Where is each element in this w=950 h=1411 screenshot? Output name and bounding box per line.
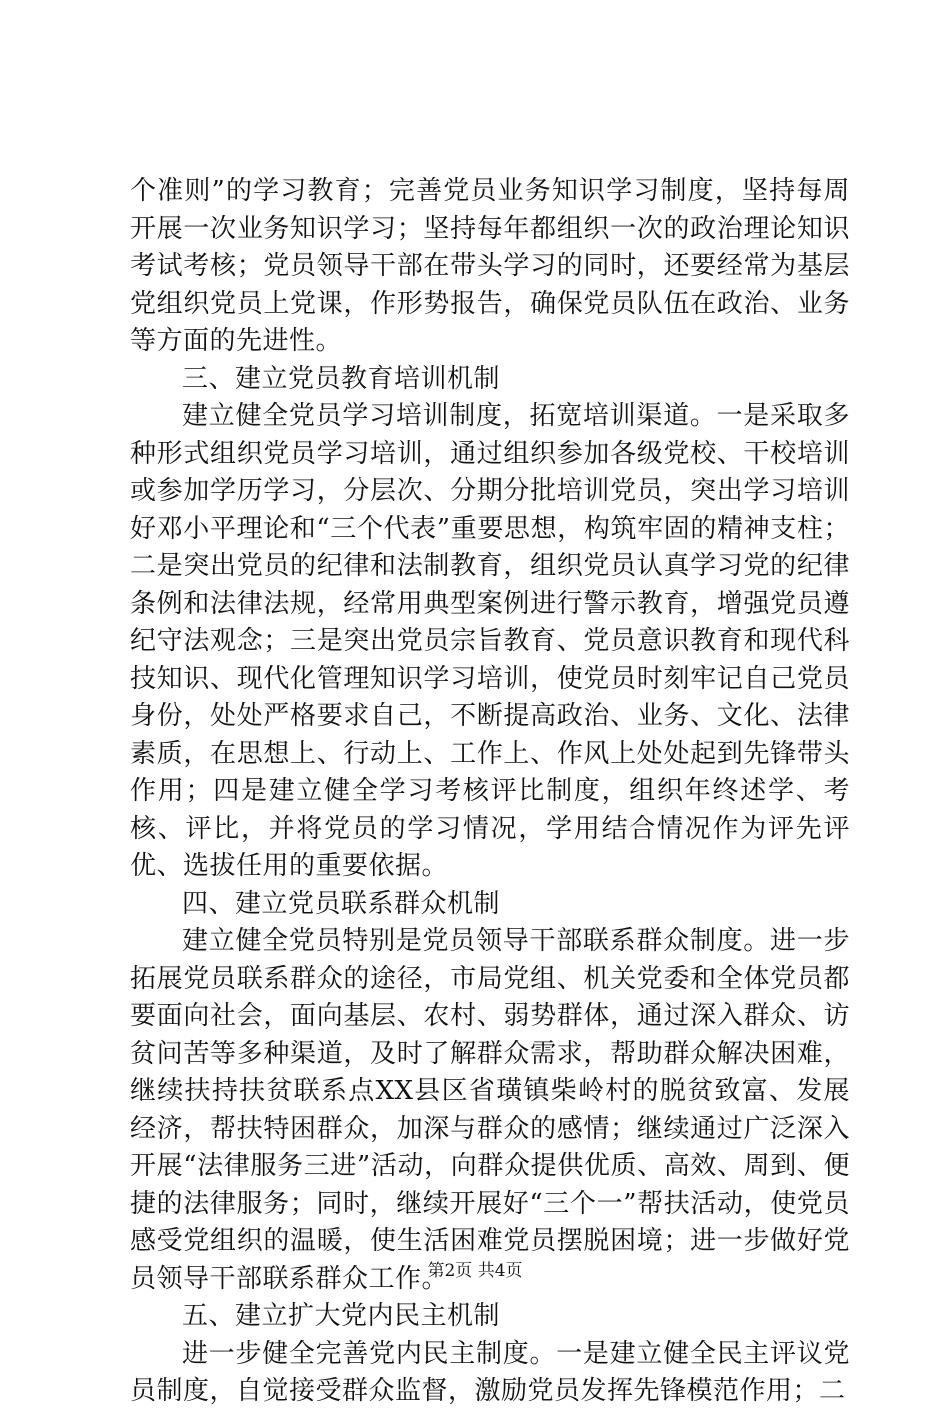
paragraph-intro-continuation: 个准则”的学习教育；完善党员业务知识学习制度，坚持每周开展一次业务知识学习；坚持每年都组织一次的政治理论知识考试考核；党员领导干部在带头学习的同时，还要经常为基层党组织党员上党课，作形势报告，确保党员队伍在政治、业务等方面的先进性。 <box>130 176 850 356</box>
section-heading-5: 五、建立扩大党内民主机制 <box>182 1301 501 1331</box>
paragraph-section-3: 建立健全党员学习培训制度，拓宽培训渠道。一是采取多种形式组织党员学习培训，通过组织参加各级党校、干校培训或参加学历学习，分层次、分期分批培训党员，突出学习培训好邓小平理论和“三个代表”重要思想，构筑牢固的精神支柱；二是突出党员的纪律和法制教育，组织党员认真学习党的纪律条例和法律法规，经常用典型案例进行警示教育，增强党员遵纪守法观念；三是突出党员宗旨教育、党员意识教育和现代科技知识、现代化管理知识学习培训，使党员时刻牢记自己党员身份，处处严格要求自己，不断提高政治、业务、文化、法律素质，在思想上、行动上、工作上、作风上处处起到先锋带头作用；四是建立健全学习考核评比制度，组织年终述学、考核、评比，并将党员的学习情况，学用结合情况作为评先评优、选拔任用的重要依据。 <box>130 401 850 881</box>
paragraph-section-4: 建立健全党员特别是党员领导干部联系群众制度。进一步拓展党员联系群众的途径，市局党组、机关党委和全体党员都要面向社会，面向基层、农村、弱势群体，通过深入群众、访贫问苦等多种渠道，及时了解群众需求，帮助群众解决困难，继续扶持扶贫联系点XX县区省璜镇柴岭村的脱贫致富、发展经济，帮扶特困群众，加深与群众的感情；继续通过广泛深入开展“法律服务三进”活动，向群众提供优质、高效、周到、便捷的法律服务；同时，继续开展好“三个一”帮扶活动，使党员感受党组织的温暖，使生活困难党员摆脱困境；进一步做好党员领导干部联系群众工作。 <box>130 926 850 1294</box>
page-number-footer: 第2页 共4页 <box>427 1261 523 1281</box>
paragraph-section-5: 进一步健全完善党内民主制度。一是建立健全民主评议党员制度，自觉接受群众监督，激励党员发挥先锋模范作用；二 <box>130 1338 850 1406</box>
section-heading-4: 四、建立党员联系群众机制 <box>182 888 501 919</box>
section-heading-3: 三、建立党员教育培训机制 <box>182 363 501 394</box>
document-body <box>130 173 850 1411</box>
